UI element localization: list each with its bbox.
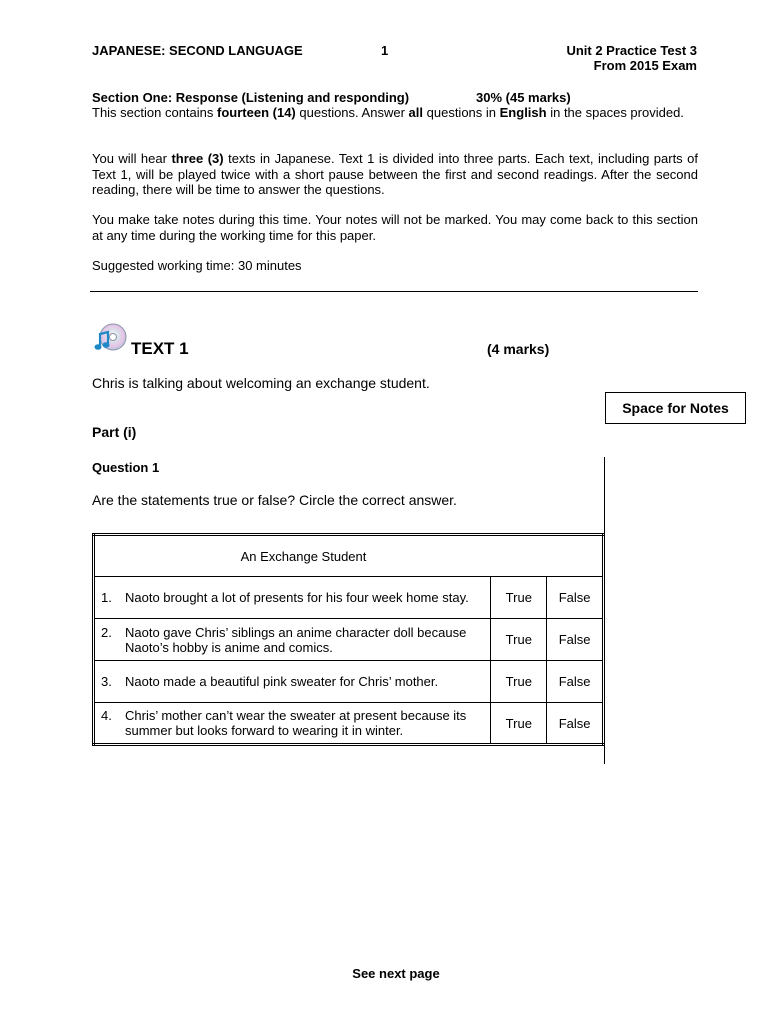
text1-marks: (4 marks) — [487, 341, 550, 357]
page-number: 1 — [381, 43, 389, 58]
text1-title: TEXT 1 — [131, 339, 189, 358]
false-option[interactable]: False — [547, 661, 604, 703]
statement-number: 4. — [101, 708, 112, 723]
false-option[interactable]: False — [547, 577, 604, 619]
true-option[interactable]: True — [491, 703, 547, 745]
false-option[interactable]: False — [547, 619, 604, 661]
statement-text: Naoto made a beautiful pink sweater for Chris’ mother. — [125, 674, 439, 689]
section-intro: This section contains fourteen (14) questions. Answer all questions in English in the spaces provided. — [92, 105, 684, 120]
statement-text: Naoto gave Chris’ siblings an anime character doll because Naoto’s hobby is anime and comics. — [125, 624, 467, 655]
table-title: An Exchange Student — [94, 535, 604, 577]
see-next-page: See next page — [352, 966, 440, 981]
question-label: Question 1 — [92, 460, 160, 475]
table-row — [94, 619, 604, 661]
part-label: Part (i) — [92, 424, 137, 440]
statement-text: Chris’ mother can’t wear the sweater at present because its summer but looks forward to wearing it in winter. — [125, 708, 467, 738]
section-weight: 30% (45 marks) — [476, 90, 571, 105]
subject-title: JAPANESE: SECOND LANGUAGE — [92, 43, 303, 58]
exam-source: From 2015 Exam — [593, 58, 697, 73]
true-false-table — [92, 533, 605, 746]
table-row — [94, 577, 604, 619]
statement-text: Naoto brought a lot of presents for his four week home stay. — [125, 590, 469, 605]
table-row — [94, 703, 604, 745]
true-option[interactable]: True — [491, 619, 547, 661]
statement-number: 2. — [101, 624, 112, 640]
statement-number: 3. — [101, 674, 112, 689]
true-option[interactable]: True — [491, 577, 547, 619]
question-instruction: Are the statements true or false? Circle the correct answer. — [92, 492, 457, 508]
space-for-notes-label: Space for Notes — [605, 392, 746, 424]
listening-instructions: You will hear three (3) texts in Japanese. Text 1 is divided into three parts. Each text, including parts of Text 1, will be played twice with a short pause between the first and second readings. After the second reading, there will be time to answer the questions. — [92, 151, 698, 197]
test-name: Unit 2 Practice Test 3 — [566, 43, 697, 58]
working-time: Suggested working time: 30 minutes — [92, 258, 302, 273]
true-option[interactable]: True — [491, 661, 547, 703]
divider — [90, 291, 698, 292]
cd-audio-icon — [92, 322, 128, 356]
notes-instructions: You make take notes during this time. Your notes will not be marked. You may come back to this section at any time during the working time for this paper. — [92, 212, 698, 243]
table-row — [94, 661, 604, 703]
false-option[interactable]: False — [547, 703, 604, 745]
text1-description: Chris is talking about welcoming an exchange student. — [92, 375, 430, 391]
statement-number: 1. — [101, 590, 112, 605]
section-title: Section One: Response (Listening and responding) — [92, 90, 410, 105]
